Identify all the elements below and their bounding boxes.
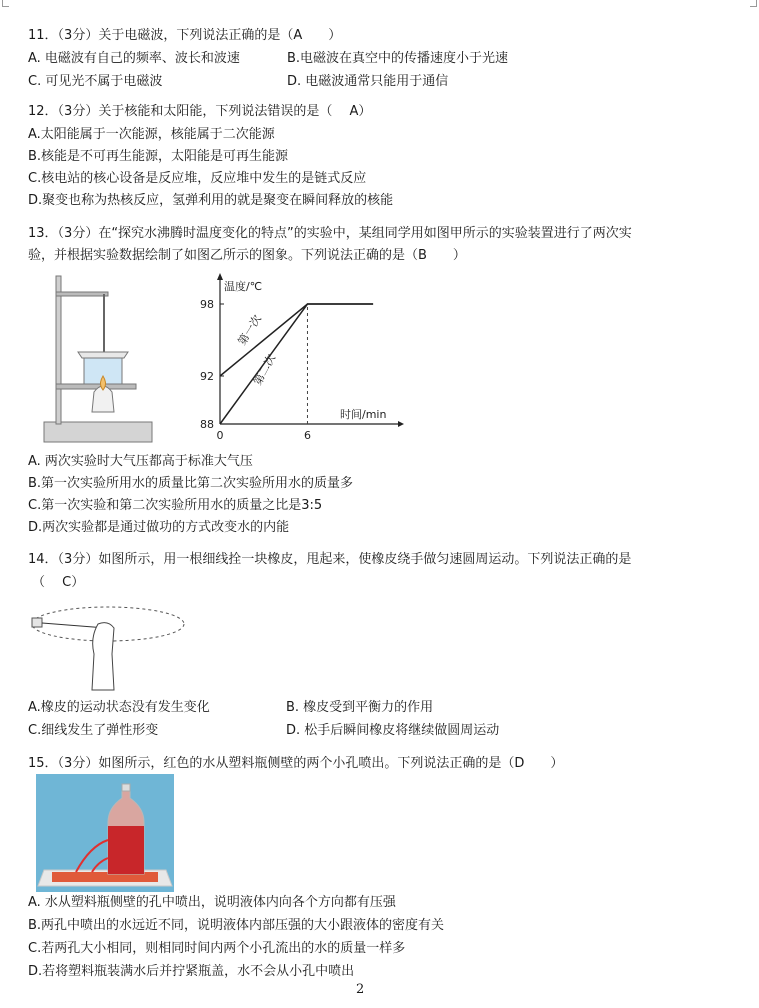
hand-icon [92,623,114,690]
q13-option-a: A. 两次实验时大气压都高于标准大气压 [28,454,253,469]
q13-stem-line2: 验，并根据实验数据绘制了如图乙所示的图象。下列说法正确的是（B ） [28,248,466,263]
apparatus-clamp-arm [56,292,108,296]
y-axis-arrow [217,273,223,280]
q12-option-d: D.聚变也称为热核反应，氢弹利用的就是聚变在瞬间释放的核能 [28,193,394,208]
q15-option-d: D.若将塑料瓶装满水后并拧紧瓶盖，水不会从小孔中喷出 [28,964,355,979]
q12-stem: 12．（3分）关于核能和太阳能，下列说法错误的是（ A） [28,104,372,119]
q11-option-c: C. 可见光不属于电磁波 [28,74,163,89]
apparatus-ring-support [56,384,136,389]
x-axis-arrow [398,421,404,427]
q15-option-b: B.两孔中喷出的水远近不同，说明液体内部压强的大小跟液体的密度有关 [28,918,445,933]
beaker-lid [78,352,128,358]
q14-stem-line2: （ C） [32,575,85,590]
q15-option-c: C.若两孔大小相同，则相同时间内两个小孔流出的水的质量一样多 [28,941,406,956]
red-water [108,826,144,874]
y-tick-label: 98 [200,298,214,311]
q14-option-d: D. 松手后瞬间橡皮将继续做圆周运动 [286,723,500,738]
q11-option-b: B.电磁波在真空中的传播速度小于光速 [287,51,509,66]
q11-option-d: D. 电磁波通常只能用于通信 [287,74,449,89]
x-axis-label: 时间/min [340,408,387,421]
q11-option-a: A. 电磁波有自己的频率、波长和波速 [28,51,240,66]
q13-option-c: C.第一次实验和第二次实验所用水的质量之比是3:5 [28,498,323,513]
x-tick-label: 6 [303,429,311,442]
y-axis-label: 温度/℃ [224,280,263,293]
q12-option-c: C.核电站的核心设备是反应堆，反应堆中发生的是链式反应 [28,171,367,186]
q13-stem-line1: 13．（3分）在“探究水沸腾时温度变化的特点”的实验中，某组同学用如图甲所示的实验装置进行了两次实 [28,226,632,241]
page-number: 2 [356,982,365,997]
q13-option-d: D.两次实验都是通过做功的方式改变水的内能 [28,520,290,535]
bottle-cap [122,784,130,791]
series-label-first: 第一次 [235,312,265,348]
bottle-photo [36,774,174,892]
circular-motion-figure [28,598,188,694]
eraser [32,618,42,627]
temperature-time-graph [190,272,405,452]
apparatus-stand-rod [56,276,61,424]
q12-option-b: B.核能是不可再生能源，太阳能是可再生能源 [28,149,289,164]
apparatus-base [44,422,152,442]
series-label-second: 第二次 [251,352,279,388]
x-tick-label: 0 [216,429,224,442]
page-corner-mark-left [2,0,9,7]
y-tick-label: 88 [200,418,214,431]
q14-stem-line1: 14．（3分）如图所示，用一根细线拴一块橡皮，甩起来，使橡皮绕手做匀速圆周运动。下列说法正确的是 [28,552,632,567]
q14-option-b: B. 橡皮受到平衡力的作用 [286,700,434,715]
y-tick-label: 92 [200,370,214,383]
q15-stem: 15．（3分）如图所示，红色的水从塑料瓶侧壁的两个小孔喷出。下列说法正确的是（D ） [28,756,564,771]
q14-option-a: A.橡皮的运动状态没有发生变化 [28,700,210,715]
q11-stem: 11．（3分）关于电磁波，下列说法正确的是（A ） [28,28,342,43]
q14-option-c: C.细线发生了弹性形变 [28,723,159,738]
page-corner-mark-right [750,0,757,7]
q12-option-a: A.太阳能属于一次能源，核能属于二次能源 [28,127,275,142]
series-line-2 [220,304,373,424]
boiling-apparatus-figure [40,272,160,448]
q13-option-b: B.第一次实验所用水的质量比第二次实验所用水的质量多 [28,476,354,491]
q15-option-a: A. 水从塑料瓶侧壁的孔中喷出，说明液体内向各个方向都有压强 [28,895,396,910]
